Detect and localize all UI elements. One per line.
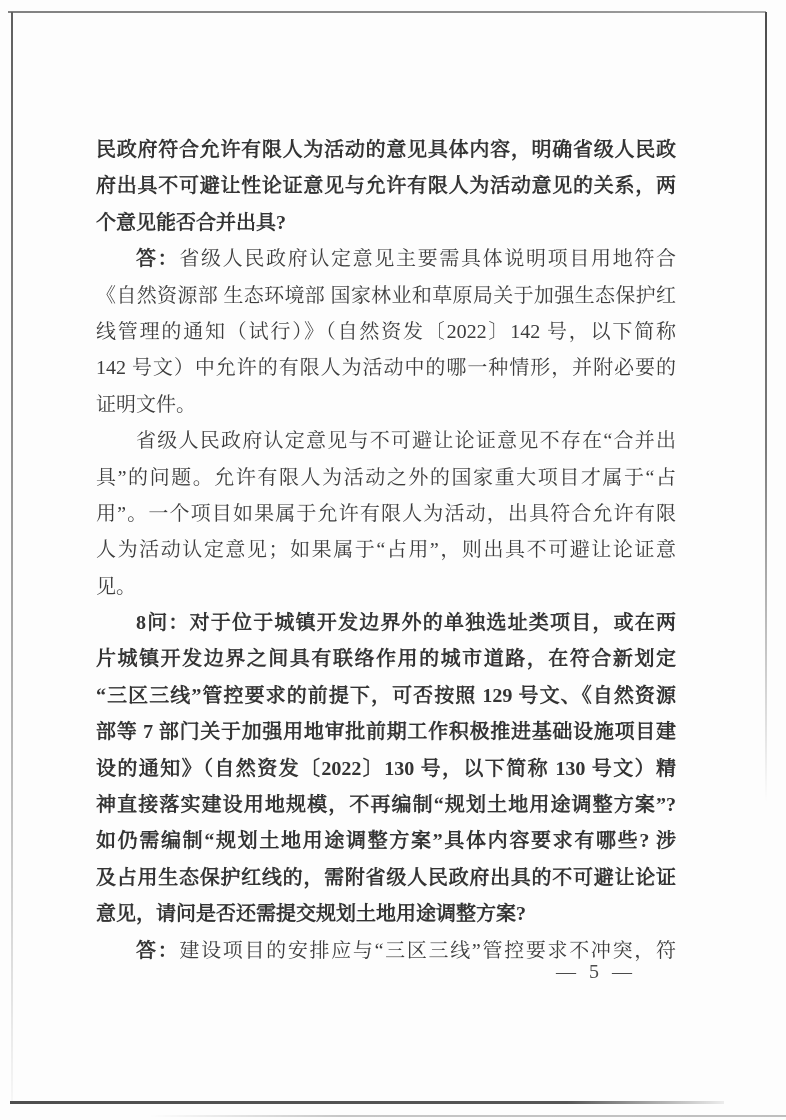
text-line [96,751,676,787]
text-line [96,569,676,605]
text-segment: 线管理的通知（试行）》（自然资发〔2022〕142 号，以下简称 [96,320,676,343]
text-segment-bold: 部等 7 部门关于加强用地审批前期工作积极推进基础设施项目建 [96,721,676,744]
scan-edge-bottom [10,1101,724,1104]
scan-edge-top [8,11,766,13]
text-segment: 省级人民政府认定意见主要需具体说明项目用地符合 [179,248,677,271]
text-segment: 《自然资源部 生态环境部 国家林业和草原局关于加强生态保护红 [96,284,676,307]
text-line [96,860,676,896]
text-segment-bold: 8问： [136,612,190,635]
text-line [96,496,676,532]
text-line [96,605,676,641]
text-block [96,132,676,969]
text-segment: 142 号文）中允许的有限人为活动中的哪一种情形，并附必要的 [96,357,676,380]
text-segment-bold: 如仍需编制“规划土地用途调整方案”具体内容要求有哪些? 涉 [96,830,676,853]
text-line [96,787,676,823]
text-segment-bold: 设的通知》（自然资发〔2022〕130 号，以下简称 130 号文）精 [96,757,676,780]
text-segment-bold: 片城镇开发边界之间具有联络作用的城市道路，在符合新划定 [96,648,676,671]
text-segment-bold: 答： [136,939,180,962]
text-line [96,350,676,386]
text-segment-bold: 对于位于城镇开发边界外的单独选址类项目，或在两 [189,612,677,635]
scan-edge-bottom-shadow [150,1115,786,1117]
text-line [96,823,676,859]
text-segment: 省级人民政府认定意见与不可避让论证意见不存在“合并出 [136,430,676,453]
text-segment: 证明文件。 [96,393,196,416]
text-line [96,205,676,241]
text-line [96,532,676,568]
text-line [96,278,676,314]
text-segment-bold: 民政府符合允许有限人为活动的意见具体内容，明确省级人民政 [96,139,676,161]
scan-edge-right [765,12,767,802]
text-segment-bold: “三区三线”管控要求的前提下，可否按照 129 号文、《自然资源 [96,684,676,707]
text-segment-bold: 个意见能否合并出具? [96,211,286,234]
page-number: — 5 — [556,961,633,983]
text-line [96,678,676,714]
text-line [96,460,676,496]
text-segment-bold: 意见，请问是否还需提交规划土地用途调整方案? [96,903,526,926]
text-segment: 用”。一个项目如果属于允许有限人为活动，出具符合允许有限 [96,502,676,525]
text-segment-bold: 府出具不可避让性论证意见与允许有限人为活动意见的关系，两 [96,175,676,198]
text-line [96,641,676,677]
scan-edge-left [11,12,13,1104]
text-segment: 人为活动认定意见；如果属于“占用”，则出具不可避让论证意 [96,539,676,562]
text-segment-bold: 及占用生态保护红线的，需附省级人民政府出具的不可避让论证 [96,866,676,889]
text-segment-bold: 答： [136,248,180,271]
text-segment-bold: 神直接落实建设用地规模，不再编制“规划土地用途调整方案”? [96,794,676,817]
text-segment: 具”的问题。允许有限人为活动之外的国家重大项目才属于“占 [96,466,676,489]
text-line [96,896,676,932]
text-line [96,241,676,277]
text-line [96,714,676,750]
text-line [96,132,676,168]
text-line [96,168,676,204]
text-segment: 建设项目的安排应与“三区三线”管控要求不冲突，符 [179,939,676,962]
text-line [96,423,676,459]
text-segment: 见。 [96,575,136,598]
text-line [96,314,676,350]
text-line [96,387,676,423]
